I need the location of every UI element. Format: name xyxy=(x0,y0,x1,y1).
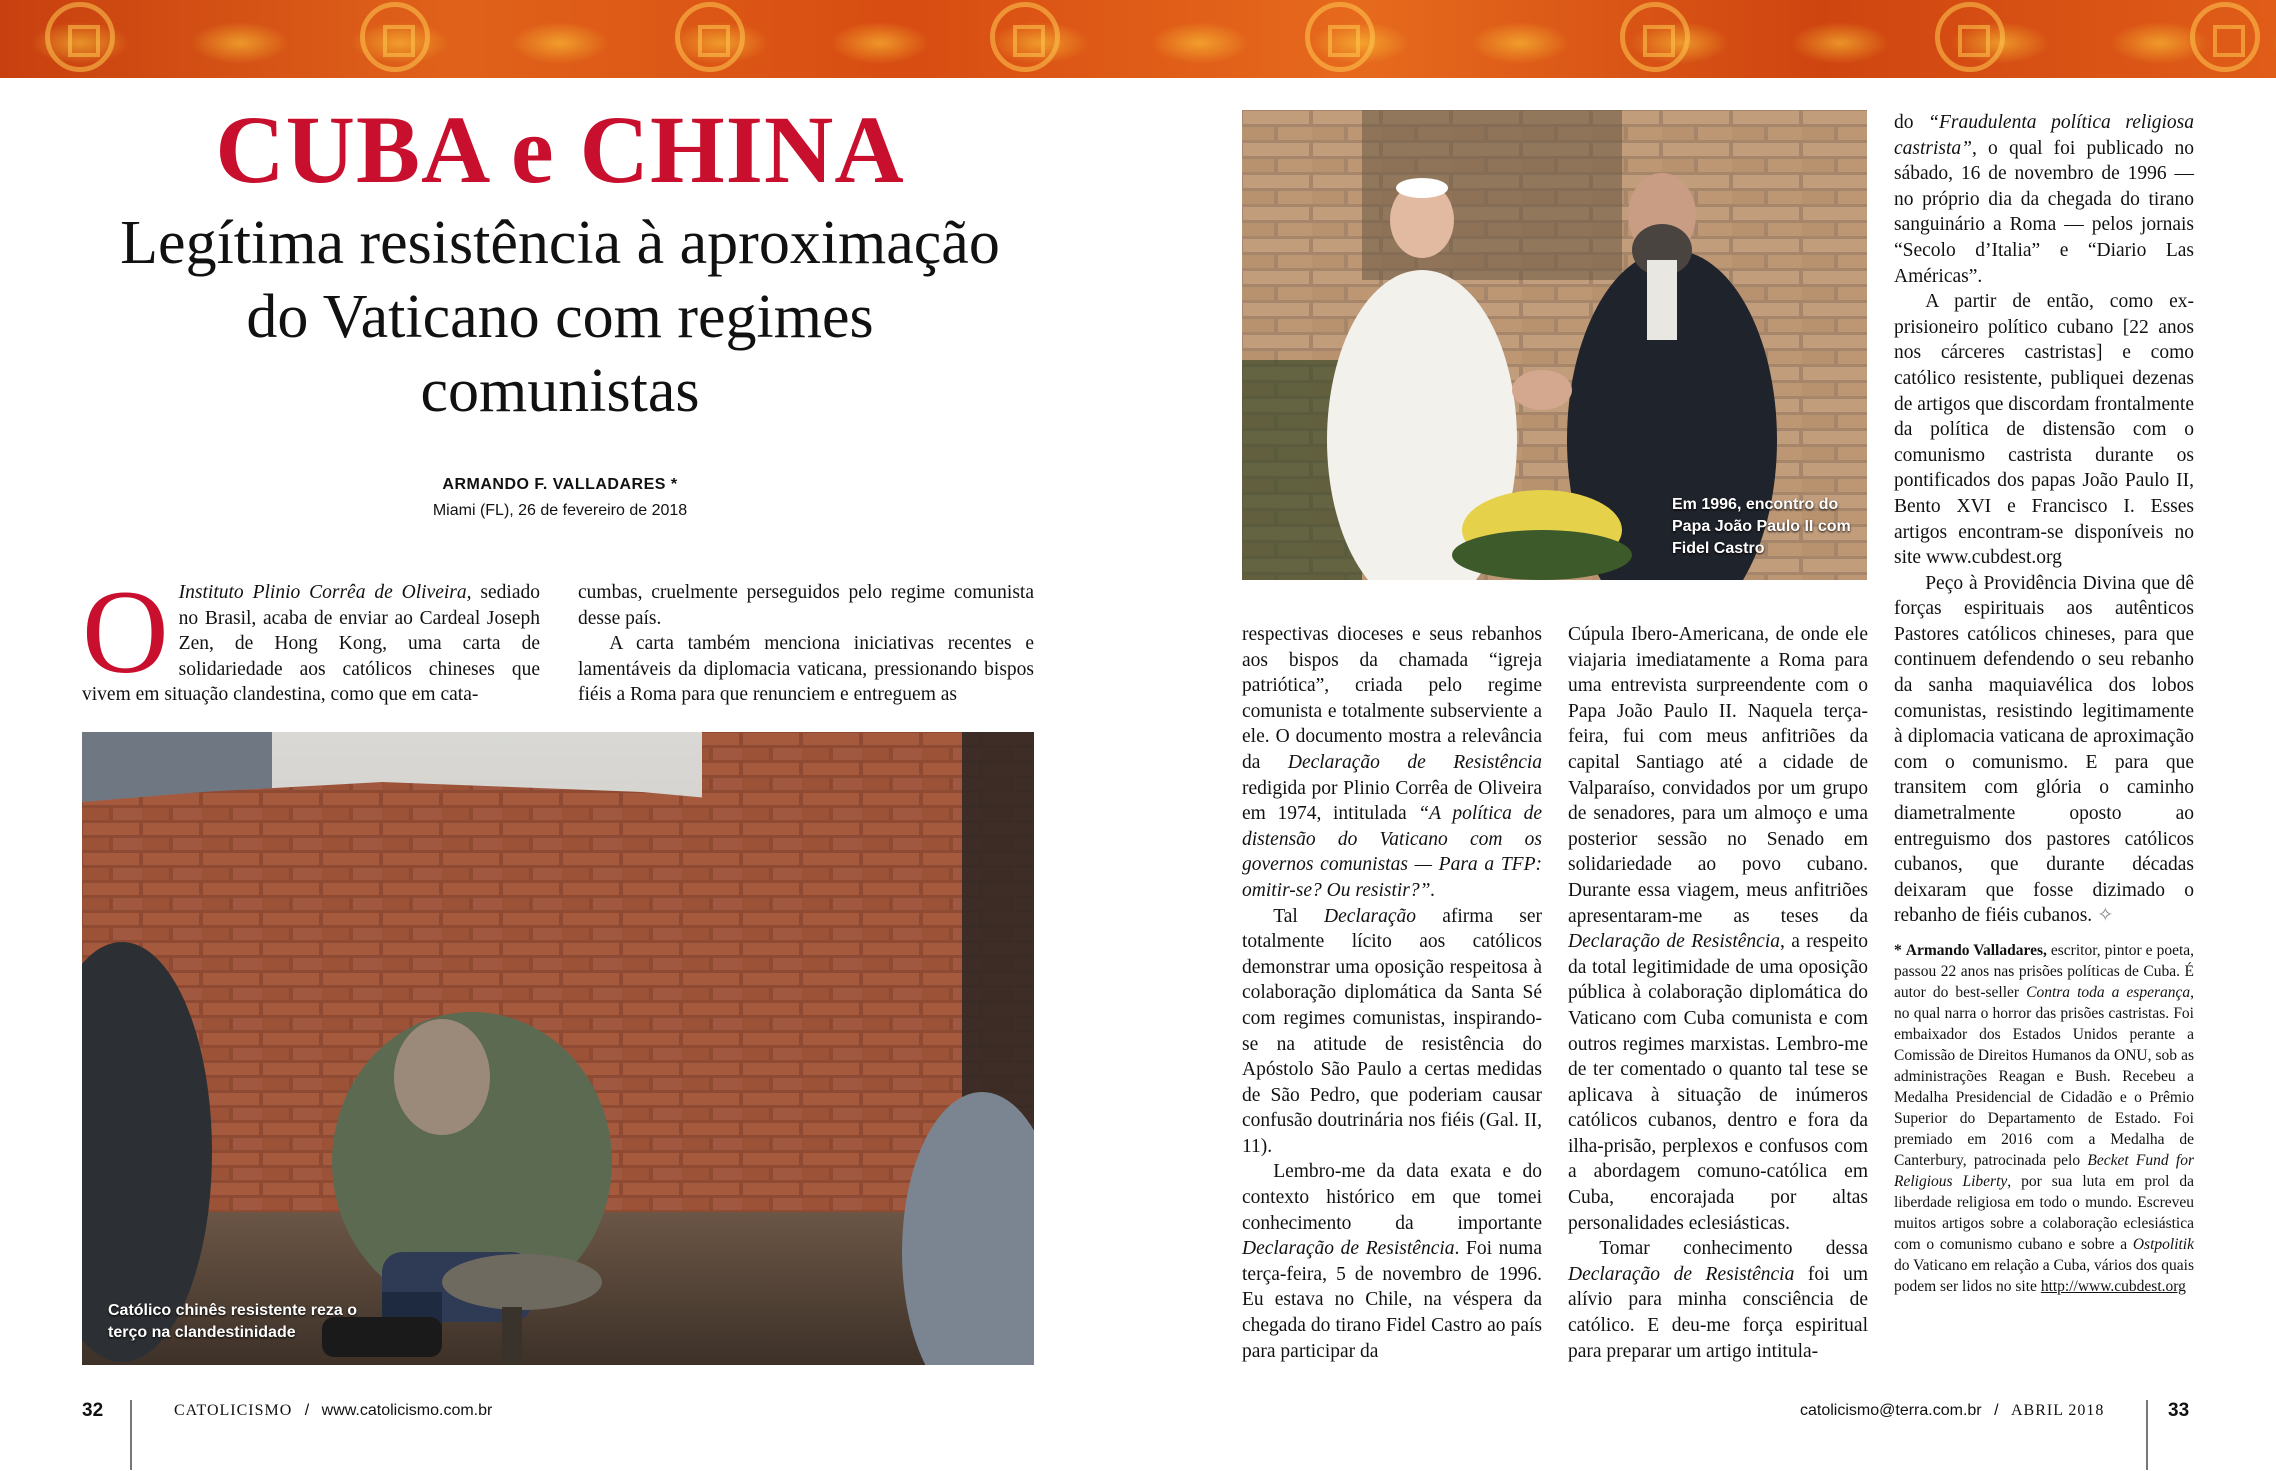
ornament-icon xyxy=(2190,2,2260,72)
article-title: CUBA e CHINA xyxy=(215,96,905,203)
ornament-icon xyxy=(990,2,1060,72)
footer-divider-right xyxy=(2146,1400,2148,1470)
footer-brand: CATOLICISMO xyxy=(174,1402,293,1419)
right-column-1: respectivas dioceses e seus rebanhos aos bispos da chamada “igreja patriótica”, criada pelo regime comunista e totalmente subserviente a ele. O documento mostra a relevância da Declaração de Resistência redigida por Plinio Corrêa de Oliveira em 1974, intitulada “A política de distensão do Vaticano com os governos comunistas — Para a TFP: omitir-se? Ou resistir?”. Tal Declaração afirma ser totalmente lícito aos católicos demonstrar uma oposição respeitosa à colaboração diplomática da Santa Sé com regimes comunistas, inspirando-se na atitude de resistência do Apóstolo São Paulo a certas medidas de São Pedro, que poderiam causar confusão doutrinária nos fiéis (Gal. II, 11). Lembro-me da data exata e do contexto histórico em que tomei conhecimento da importante Declaração de Resistência. Foi numa terça-feira, 5 de novembro de 1996. Eu estava no Chile, na véspera da chegada do tirano Fidel Castro ao país para participar da xyxy=(1242,624,1543,1362)
author-byline: ARMANDO F. VALLADARES * xyxy=(442,476,678,493)
footer-email-link[interactable]: catolicismo@terra.com.br xyxy=(1800,1402,1982,1419)
end-mark-icon: ✧ xyxy=(2097,905,2114,927)
ornament-icon xyxy=(1305,2,1375,72)
footer-issue: ABRIL 2018 xyxy=(2010,1402,2105,1419)
ornament-icon xyxy=(675,2,745,72)
article-subtitle: Legítima resistência à aproximação do Vaticano com regimes comunistas xyxy=(120,209,1000,425)
dateline: Miami (FL), 26 de fevereiro de 2018 xyxy=(432,502,688,519)
ornament-icon xyxy=(1620,2,1690,72)
photo-caption-left: Católico chinês resistente reza o terço na clandestinidade xyxy=(108,1302,357,1341)
left-column-1: O Instituto Plinio Corrêa de Oliveira, sediado no Brasil, acaba de enviar ao Cardeal Joseph Zen, de Hong Kong, uma carta de solidariedade aos católicos chineses que vivem em situação clandestina, como que em cata- xyxy=(82,565,540,706)
cubdest-link[interactable]: http://www.cubdest.org xyxy=(2040,1278,2186,1295)
decorative-banner xyxy=(0,0,2276,78)
page-number-right: 33 xyxy=(2168,1400,2190,1421)
photo-caption-right: Em 1996, encontro do Papa João Paulo II com Fidel Castro xyxy=(1672,496,1851,557)
photo-chinese-catholic-praying xyxy=(82,732,1034,1365)
right-column-3: do “Fraudulenta política religiosa castrista”, o qual foi publicado no sábado, 16 de novembro de 1996 — no próprio dia da chegada do tirano sanguinário a Roma — pelos jornais “Secolo d’Italia” e “Diario Las Américas”. A partir de então, como ex-prisioneiro político cubano [22 anos nos cárceres castristas] e como católico resistente, publiquei dezenas de artigos que discordam frontalmente da política de distensão com o comunismo castrista durante os pontificados dos papas João Paulo II, Bento XVI e Francisco I. Esses artigos encontram-se disponíveis no site www.cubdest.org Peço à Providência Divina que dê forças espirituais aos autênticos Pastores católicos chineses, para que continuem defendendo o seu rebanho da sanha maquiavélica dos lobos comunistas, resistindo legitimamente à diplomacia vaticana de aproximação com o comunismo. E para que transitem com glória o caminho diametralmente oposto ao entreguismo dos pastores católicos cubanos, que durante décadas deixaram que fosse dizimado o rebanho de fiéis cubanos. ✧ xyxy=(1894,112,2194,927)
drop-cap: O xyxy=(82,565,169,698)
footer-site-link[interactable]: www.catolicismo.com.br xyxy=(321,1402,493,1419)
ornament-icon xyxy=(1935,2,2005,72)
footer-left: CATOLICISMO / www.catolicismo.com.br xyxy=(174,1402,493,1419)
ornament-icon xyxy=(45,2,115,72)
left-column-2: cumbas, cruelmente perseguidos pelo regime comunista desse país. A carta também menciona iniciativas recentes e lamentáveis da diplomacia vaticana, pressionando bispos fiéis a Roma para que renunciem e entreguem as xyxy=(578,582,1034,706)
photo-illustration xyxy=(82,732,1034,1365)
ornament-icon xyxy=(360,2,430,72)
right-column-2: Cúpula Ibero-Americana, de onde ele viajaria imediatamente a Roma para uma entrevista surpreendente com o Papa João Paulo II. Naquela terça-feira, fui com meus anfitriões da capital Santiago até a cidade de Valparaíso, convidados por um grupo de senadores, para um almoço e uma posterior sessão no Senado em solidariedade ao povo cubano. Durante essa viagem, meus anfitriões apresentaram-me as teses da Declaração de Resistência, a respeito da total legitimidade de uma oposição pública à colaboração diplomática do Vaticano com Cuba comunista e com outros regimes marxistas. Lembro-me de ter comentado o quanto tal tese se aplicava à situação de inúmeros católicos cubanos, dentro e fora da ilha-prisão, perplexos e confusos com a abordagem comuno-católica em Cuba, encorajada por altas personalidades eclesiásticas. Tomar conhecimento dessa Declaração de Resistência foi um alívio para minha consciência de católico. E deu-me força espiritual para preparar um artigo intitula- xyxy=(1568,624,1868,1362)
photo-pope-meets-castro xyxy=(1242,110,1867,580)
page-number-left: 32 xyxy=(82,1400,104,1421)
footer-divider-left xyxy=(130,1400,132,1470)
footer-right: catolicismo@terra.com.br / ABRIL 2018 xyxy=(1800,1402,2105,1419)
author-footnote: * Armando Valladares, escritor, pintor e poeta, passou 22 anos nas prisões políticas de Cuba. É autor do best-seller Contra toda a esperança, no qual narra o horror das prisões castristas. Foi embaixador dos Estados Unidos perante a Comissão de Direitos Humanos da ONU, sob as administrações Reagan e Bush. Recebeu a Medalha Presidencial de Cidadão e o Prêmio Superior do Departamento de Estado. Foi premiado em 2016 com a Medalha de Canterbury, patrocinada pelo Becket Fund for Religious Liberty, por sua luta em prol da liberdade religiosa em todo o mundo. Escreveu muitos artigos sobre a colaboração eclesiástica com o comunismo cubano e sobre a Ostpolitik do Vaticano em relação a Cuba, vários dos quais podem ser lidos no site http://www.cubdest.org xyxy=(1894,942,2195,1295)
